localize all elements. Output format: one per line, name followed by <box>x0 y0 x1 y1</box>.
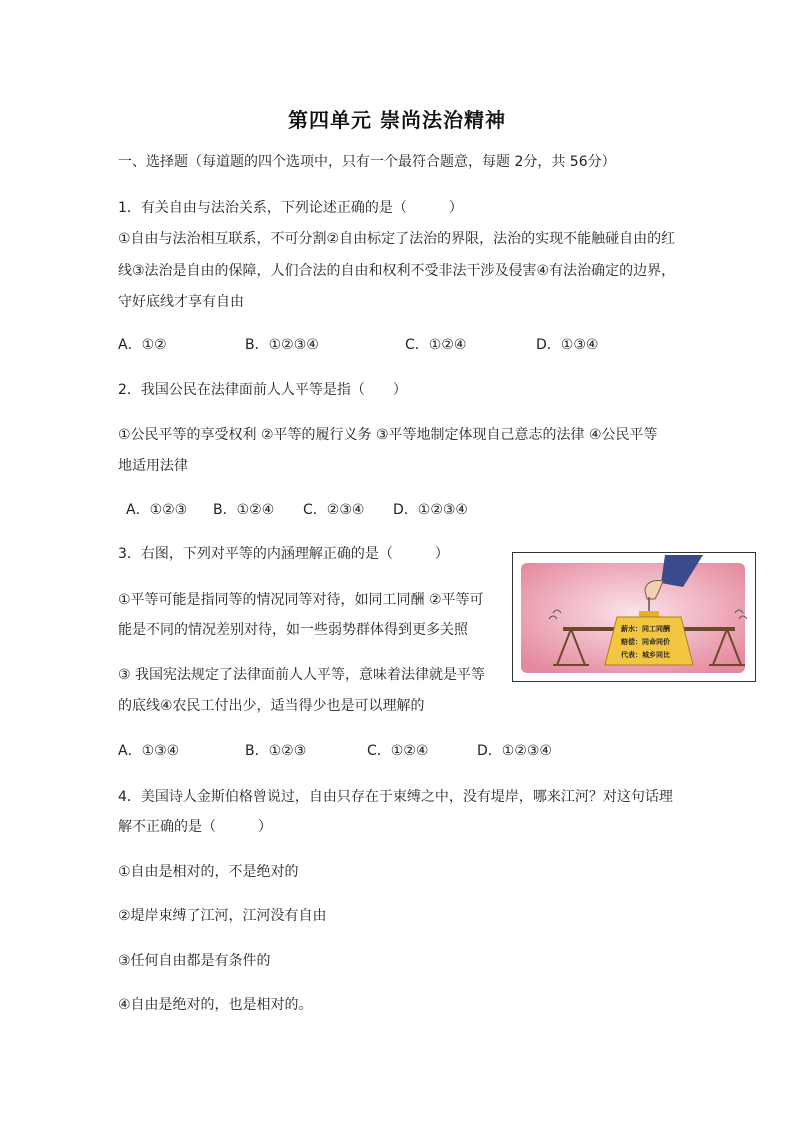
q2-option-d: D．①②③④ <box>393 502 468 518</box>
q3-option-a: A．①③④ <box>118 743 180 759</box>
q3-body-line: 的底线④农民工付出少，适当得少也是可以理解的 <box>118 698 425 714</box>
q1-body-line: 守好底线才享有自由 <box>118 294 244 310</box>
q1-stem: 1．有关自由与法治关系，下列论述正确的是（ ） <box>118 200 463 216</box>
scale-cartoon <box>513 553 755 681</box>
q3-option-c: C．①②④ <box>367 743 429 759</box>
q2-option-a: A．①②③ <box>126 502 188 518</box>
q4-item: ④自由是绝对的，也是相对的。 <box>118 997 313 1013</box>
q3-stem: 3．右图，下列对平等的内涵理解正确的是（ ） <box>118 546 449 562</box>
q1-option-a: A．①② <box>118 337 167 353</box>
weight-label-3: 代表：城乡同比 <box>621 651 670 659</box>
page-title: 第四单元 崇尚法治精神 <box>288 108 506 132</box>
weight-label-2: 赔偿：同命同价 <box>621 638 670 646</box>
equality-scale-illustration <box>512 552 756 682</box>
q3-option-d: D．①②③④ <box>477 743 552 759</box>
q2-option-c: C．②③④ <box>303 502 365 518</box>
q3-option-b: B．①②③ <box>245 743 307 759</box>
q2-stem: 2．我国公民在法律面前人人平等是指（ ） <box>118 382 407 398</box>
section-heading: 一、选择题（每道题的四个选项中，只有一个最符合题意，每题 2分，共 56分） <box>118 154 616 170</box>
q2-body-line: 地适用法律 <box>118 458 188 474</box>
q4-item: ①自由是相对的，不是绝对的 <box>118 864 299 880</box>
q1-option-d: D．①③④ <box>536 337 599 353</box>
q2-option-b: B．①②④ <box>213 502 275 518</box>
q4-item: ③任何自由都是有条件的 <box>118 953 271 969</box>
q1-body-line: 线③法治是自由的保障，人们合法的自由和权利不受非法干涉及侵害④有法治确定的边界， <box>118 263 676 279</box>
q2-body-line: ①公民平等的享受权利 ②平等的履行义务 ③平等地制定体现自己意志的法律 ④公民平等 <box>118 427 658 443</box>
q4-stem-line: 解不正确的是（ ） <box>118 819 272 835</box>
q3-body-line: 能是不同的情况差别对待，如一些弱势群体得到更多关照 <box>118 622 468 638</box>
q4-item: ②堤岸束缚了江河，江河没有自由 <box>118 908 327 924</box>
weight-label-1: 薪水：同工同酬 <box>621 625 670 633</box>
q1-body-line: ①自由与法治相互联系，不可分割②自由标定了法治的界限，法治的实现不能触碰自由的红 <box>118 231 676 247</box>
q3-body-line: ①平等可能是指同等的情况同等对待，如同工同酬 ②平等可 <box>118 592 484 608</box>
q1-option-c: C．①②④ <box>405 337 467 353</box>
q1-option-b: B．①②③④ <box>245 337 319 353</box>
q3-body-line: ③ 我国宪法规定了法律面前人人平等，意味着法律就是平等 <box>118 667 485 683</box>
q4-stem-line: 4．美国诗人金斯伯格曾说过，自由只存在于束缚之中，没有堤岸，哪来江河？对这句话理 <box>118 789 673 805</box>
